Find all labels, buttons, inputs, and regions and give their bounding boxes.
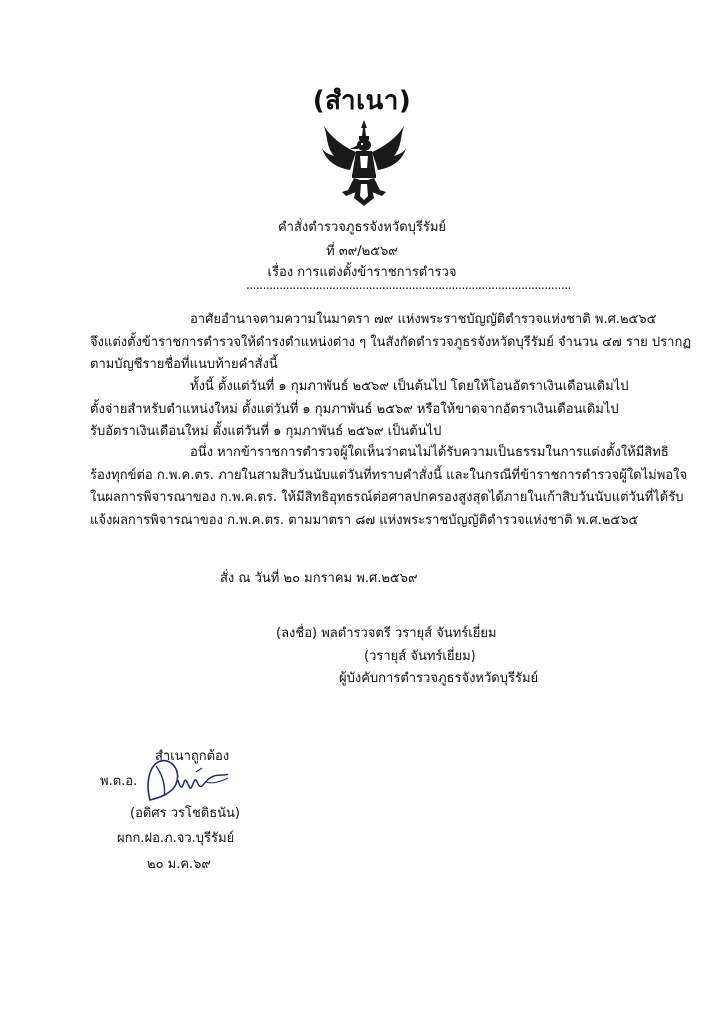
certifier-position: ผกก.ฝอ.ภ.จว.บุรีรัมย์ bbox=[117, 831, 235, 846]
order-title: คำสั่งตำรวจภูธรจังหวัดบุรีรัมย์ bbox=[277, 220, 447, 235]
paragraph-line: ในผลการพิจารณาของ ก.พ.ค.ตร. ให้มีสิทธิอุทธรณ์ต่อศาลปกครองสูงสุดได้ภายในเก้าสิบวันนับแต่วันที่ได้รับ bbox=[90, 490, 684, 505]
signer-name: (วรายุส์ จันทร์เยี่ยม) bbox=[364, 649, 476, 664]
given-date: สั่ง ณ วันที่ ๒๐ มกราคม พ.ศ.๒๕๖๙ bbox=[220, 571, 418, 586]
certification-date: ๒๐ ม.ค.๖๙ bbox=[147, 857, 211, 872]
certifier-rank: พ.ต.อ. bbox=[100, 774, 138, 789]
separator-line: .................................................................................................. bbox=[246, 278, 571, 292]
paragraph-line: ตามบัญชีรายชื่อที่แนบท้ายคำสั่งนี้ bbox=[90, 357, 278, 372]
copy-mark-heading: (สำเนา) bbox=[312, 86, 412, 116]
paragraph-line: แจ้งผลการพิจารณาของ ก.พ.ค.ตร. ตามมาตรา ๘๗ แห่งพระราชบัญญัติตำรวจแห่งชาติ พ.ศ.๒๕๖๕ bbox=[90, 512, 639, 528]
signer-position: ผู้บังคับการตำรวจภูธรจังหวัดบุรีรัมย์ bbox=[339, 671, 539, 686]
signer-line: (ลงชื่อ) พลตำรวจตรี วรายุส์ จันทร์เยี่ยม bbox=[276, 626, 497, 641]
handwritten-signature-icon bbox=[136, 756, 232, 806]
paragraph-line: อนึ่ง หากข้าราชการตำรวจผู้ใดเห็นว่าตนไม่ได้รับความเป็นธรรมในการแต่งตั้งให้มีสิทธิ bbox=[190, 445, 669, 460]
certifier-name: (อดิศร วรโชติธนัน) bbox=[130, 806, 240, 821]
paragraph-line: ตั้งจ่ายสำหรับตำแหน่งใหม่ ตั้งแต่วันที่ ๑ กุมภาพันธ์ ๒๕๖๙ หรือให้ขาดจากอัตราเงินเดือนเดิมไป bbox=[90, 401, 619, 417]
paragraph-effective-date bbox=[90, 376, 656, 444]
paragraph-line: ทั้งนี้ ตั้งแต่วันที่ ๑ กุมภาพันธ์ ๒๕๖๙ เป็นต้นไป โดยให้โอนอัตราเงินเดือนเดิมไป bbox=[190, 379, 629, 394]
paragraph-line: รับอัตราเงินเดือนใหม่ ตั้งแต่วันที่ ๑ กุมภาพันธ์ ๒๕๖๙ เป็นต้นไป bbox=[90, 424, 442, 439]
order-subject: เรื่อง การแต่งตั้งข้าราชการตำรวจ bbox=[267, 265, 457, 280]
certified-copy-title: สำเนาถูกต้อง bbox=[155, 749, 230, 764]
garuda-emblem-icon bbox=[320, 118, 408, 208]
paragraph-line: อาศัยอำนาจตามความในมาตรา ๗๙ แห่งพระราชบัญญัติตำรวจแห่งชาติ พ.ศ.๒๕๖๕ bbox=[190, 312, 657, 327]
order-number: ที่ ๓๙/๒๕๖๙ bbox=[326, 244, 398, 259]
paragraph-authority bbox=[90, 309, 692, 377]
paragraph-line: จึงแต่งตั้งข้าราชการตำรวจให้ดำรงตำแหน่งต่าง ๆ ในสังกัดตำรวจภูธรจังหวัดบุรีรัมย์ จำนวน ๔๗ ราย ปรากฏ bbox=[90, 334, 692, 350]
paragraph-line: ร้องทุกข์ต่อ ก.พ.ค.ตร. ภายในสามสิบวันนับแต่วันที่ทราบคำสั่งนี้ และในกรณีที่ข้าราชการตำรวจผู้ใดไม่พอใจ bbox=[90, 467, 688, 483]
paragraph-appeal-rights bbox=[90, 442, 688, 532]
